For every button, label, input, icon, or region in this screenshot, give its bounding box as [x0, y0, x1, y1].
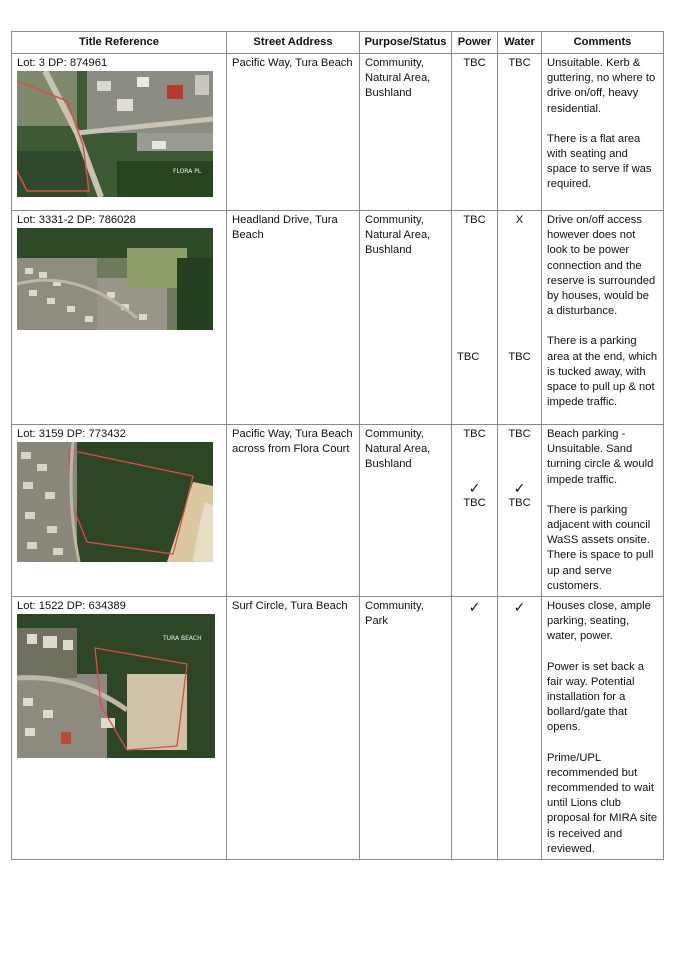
power-status: TBC — [463, 428, 486, 440]
purpose-status-cell: Community, Park — [360, 597, 452, 860]
comment-text: Beach parking - Unsuitable. Sand turning circle & would impede traffic. — [547, 428, 654, 486]
header-comments: Comments — [542, 32, 664, 54]
power-cell — [452, 597, 498, 860]
title-reference-cell — [12, 54, 227, 211]
comment-text: Drive on/off access however does not look to be power connection and the reserve is surrounded by houses, would be a disturbance. — [547, 214, 656, 318]
check-icon: ✓ — [513, 599, 526, 616]
table-row — [12, 597, 664, 860]
table-row — [12, 54, 664, 211]
comment-text: Power is set back a fair way. Potential installation for a bollard/gate that opens. — [547, 660, 645, 734]
title-reference-cell — [12, 597, 227, 860]
comments-cell — [542, 425, 664, 597]
water-status: TBC — [508, 351, 531, 364]
street-address-cell: Pacific Way, Tura Beach — [227, 54, 360, 211]
water-cell — [498, 211, 542, 425]
street-address-cell: Headland Drive, Tura Beach — [227, 211, 360, 425]
water-cell — [498, 54, 542, 211]
water-status: X — [515, 214, 524, 226]
aerial-photo — [17, 614, 215, 758]
check-icon: ✓ — [468, 480, 481, 497]
water-cell — [498, 597, 542, 860]
power-status: TBC — [457, 351, 480, 364]
header-power: Power — [452, 32, 498, 54]
header-row — [12, 32, 664, 54]
lot-reference: Lot: 3 DP: 874961 — [17, 57, 108, 69]
water-cell — [498, 425, 542, 597]
comments-cell — [542, 597, 664, 860]
lot-reference: Lot: 3331-2 DP: 786028 — [17, 214, 136, 226]
power-cell — [452, 211, 498, 425]
header-street-address: Street Address — [227, 32, 360, 54]
power-status: TBC — [463, 57, 486, 69]
water-status: TBC — [508, 497, 531, 510]
title-reference-cell — [12, 425, 227, 597]
lots-table — [11, 31, 664, 860]
purpose-status-cell: Community, Natural Area, Bushland — [360, 54, 452, 211]
water-status: TBC — [508, 57, 531, 69]
comment-text: Houses close, ample parking, seating, water, power. — [547, 600, 651, 643]
purpose-status-cell: Community, Natural Area, Bushland — [360, 211, 452, 425]
aerial-photo — [17, 228, 213, 330]
table-row — [12, 425, 664, 597]
lot-reference: Lot: 3159 DP: 773432 — [17, 428, 126, 440]
header-title-reference: Title Reference — [12, 32, 227, 54]
header-purpose-status: Purpose/Status — [360, 32, 452, 54]
comment-text: Prime/UPL recommended but recommended to wait until Lions club proposal for MIRA site is received and reviewed. — [547, 751, 658, 855]
water-status: TBC — [508, 428, 531, 440]
svg-text:TURA BEACH: TURA BEACH — [163, 635, 202, 643]
lot-reference: Lot: 1522 DP: 634389 — [17, 600, 126, 613]
aerial-photo — [17, 442, 213, 562]
street-address-cell: Surf Circle, Tura Beach — [227, 597, 360, 860]
street-address-cell: Pacific Way, Tura Beach across from Flora Court — [227, 425, 360, 597]
aerial-photo — [17, 71, 213, 197]
table-row — [12, 211, 664, 425]
check-icon: ✓ — [513, 480, 526, 497]
comments-cell — [542, 211, 664, 425]
comments-cell — [542, 54, 664, 211]
check-icon: ✓ — [468, 599, 481, 616]
comment-text: There is a flat area with seating and space to serve if was required. — [547, 132, 652, 191]
power-cell — [452, 54, 498, 211]
purpose-status-cell: Community, Natural Area, Bushland — [360, 425, 452, 597]
power-cell — [452, 425, 498, 597]
title-reference-cell — [12, 211, 227, 425]
header-water: Water — [498, 32, 542, 54]
comment-text: Unsuitable. Kerb & guttering, no where to drive on/off, heavy residential. — [547, 57, 656, 115]
power-status: TBC — [463, 214, 486, 226]
comment-text: There is a parking area at the end, which is tucked away, with space to pull up & not impede traffic. — [547, 335, 658, 409]
power-status: TBC — [463, 497, 486, 510]
comment-text: There is parking adjacent with council WaSS assets onsite. There is space to pull up and serve customers. — [547, 503, 654, 592]
svg-text:FLORA PL: FLORA PL — [173, 168, 202, 176]
